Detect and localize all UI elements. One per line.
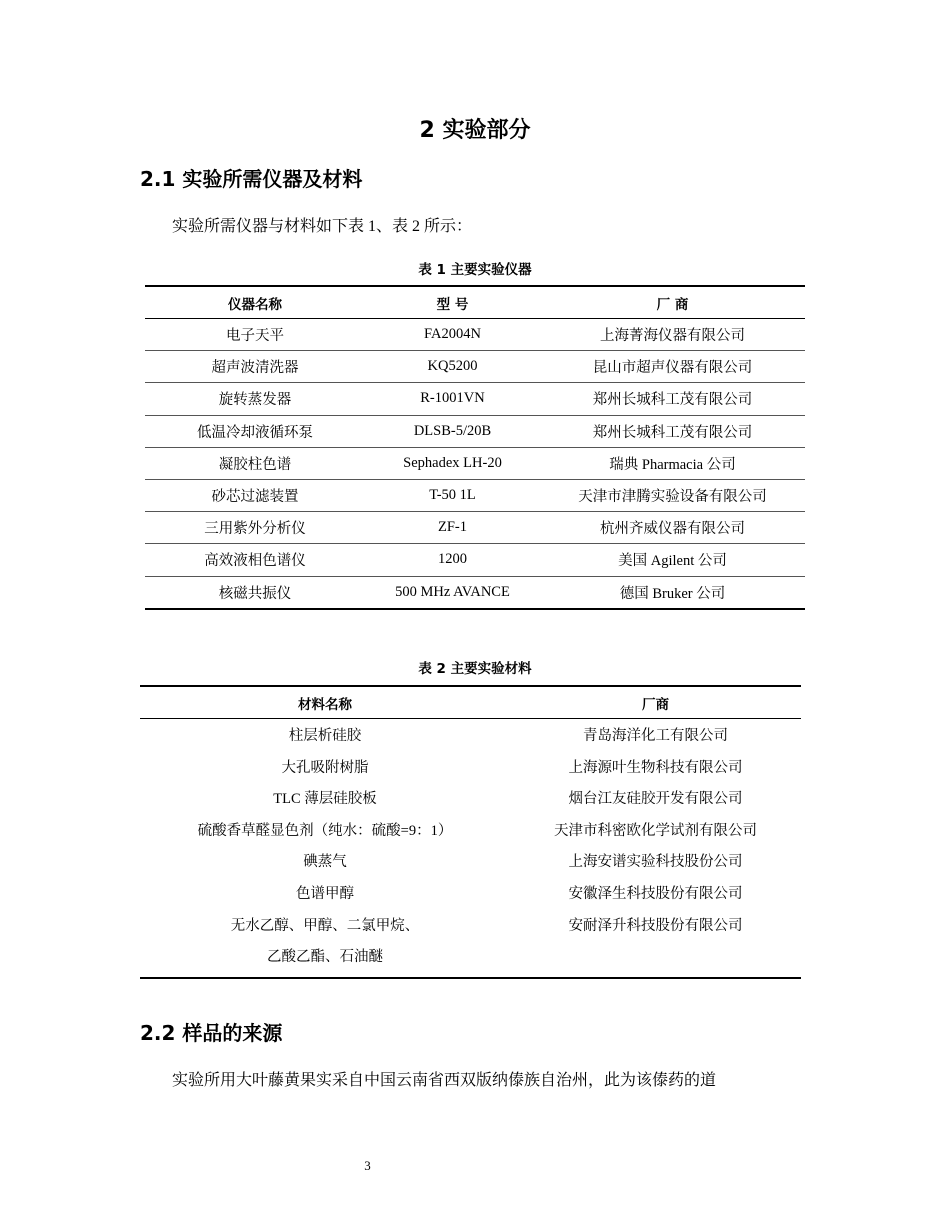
table-header-row: [140, 686, 801, 719]
table-row: [145, 576, 805, 609]
supplier-cell: 安耐泽升科技股份有限公司: [568, 918, 743, 934]
table-row: [145, 479, 805, 511]
materials-table: [140, 685, 801, 979]
model-cell: Sephadex LH-20: [365, 447, 540, 479]
manufacturer-cell: 天津市津腾实验设备有限公司: [540, 479, 805, 511]
instrument-name-cell: 凝胶柱色谱: [145, 447, 365, 479]
manufacturer-cell: 瑞典 Pharmacia 公司: [540, 447, 805, 479]
model-cell: DLSB-5/20B: [365, 415, 540, 447]
instrument-name-cell: 三用紫外分析仪: [145, 512, 365, 544]
header-model: 型 号: [365, 286, 540, 319]
table-row: [140, 877, 801, 909]
page-number: 3: [364, 1158, 371, 1173]
table-row: [145, 415, 805, 447]
supplier-cell: 上海安谱实验科技股份公司: [568, 854, 743, 871]
model-cell: 1200: [365, 544, 540, 576]
supplier-cell: 上海源叶生物科技有限公司: [568, 759, 743, 776]
model-cell: KQ5200: [365, 351, 540, 383]
instruments-table: [145, 285, 805, 610]
section-title: 2 实验部分: [419, 118, 531, 143]
header-supplier: 厂商: [510, 686, 801, 719]
instrument-name-cell: 低温冷却液循环泵: [145, 415, 365, 447]
supplier-cell: 安徽泽生科技股份有限公司: [568, 885, 743, 902]
subsection-title-2-2: 2.2 样品的来源: [140, 1021, 283, 1045]
material-name-cell: [140, 908, 510, 978]
manufacturer-cell: 杭州齐威仪器有限公司: [540, 512, 805, 544]
manufacturer-cell: 上海菁海仪器有限公司: [600, 328, 745, 345]
instrument-name-cell: 砂芯过滤装置: [145, 479, 365, 511]
material-name-cell: 碘蒸气: [303, 854, 347, 871]
table-row: [140, 908, 801, 978]
instrument-name-cell: 核磁共振仪: [145, 576, 365, 609]
model-cell: FA2004N: [424, 326, 481, 343]
model-cell: T-50 1L: [365, 479, 540, 511]
manufacturer-cell: 美国 Agilent 公司: [540, 544, 805, 576]
table-row: [140, 814, 801, 846]
instrument-name-cell: 高效液相色谱仪: [145, 544, 365, 576]
table-row: [140, 845, 801, 877]
material-name-cell: 柱层析硅胶: [288, 728, 362, 745]
material-name-cell: 大孔吸附树脂: [281, 759, 369, 776]
instrument-name-cell: 旋转蒸发器: [145, 383, 365, 415]
model-cell: ZF-1: [365, 512, 540, 544]
table2-caption: 表 2 主要实验材料: [418, 661, 532, 677]
material-name-cell: 硫酸香草醛显色剂（纯水：硫酸=9：1）: [197, 822, 453, 839]
material-name-line: 无水乙醇、甲醇、二氯甲烷、: [230, 918, 420, 934]
table-row: [140, 782, 801, 814]
material-name-cell: 色谱甲醇: [296, 885, 354, 902]
instrument-name-cell: 电子天平: [226, 328, 284, 345]
supplier-cell: 烟台江友硅胶开发有限公司: [568, 791, 743, 808]
manufacturer-cell: 郑州长城科工茂有限公司: [540, 415, 805, 447]
model-cell: 500 MHz AVANCE: [365, 576, 540, 609]
table-row: [145, 351, 805, 383]
table-row: [145, 383, 805, 415]
supplier-cell: 青岛海洋化工有限公司: [583, 728, 728, 745]
table-row: [140, 719, 801, 751]
manufacturer-cell: 德国 Bruker 公司: [540, 576, 805, 609]
table-row: [140, 751, 801, 783]
table-row: [145, 544, 805, 576]
supplier-cell: 天津市科密欧化学试剂有限公司: [554, 822, 757, 839]
table-row: [145, 447, 805, 479]
header-instrument-name: 仪器名称: [145, 286, 365, 319]
table1-caption: 表 1 主要实验仪器: [418, 262, 532, 278]
header-manufacturer: 厂 商: [540, 286, 805, 319]
instrument-name-cell: 超声波清洗器: [145, 351, 365, 383]
table-row: [145, 512, 805, 544]
table-header-row: [145, 286, 805, 319]
sample-source-paragraph: 实验所用大叶藤黄果实采自中国云南省西双版纳傣族自治州，此为该傣药的道: [172, 1072, 717, 1089]
subsection-title-2-1: 2.1 实验所需仪器及材料: [140, 167, 363, 191]
model-cell: R-1001VN: [365, 383, 540, 415]
material-name-cell: TLC 薄层硅胶板: [273, 791, 377, 808]
intro-paragraph: 实验所需仪器与材料如下表 1、表 2 所示：: [172, 218, 473, 235]
material-name-line: 乙酸乙酯、石油醚: [267, 949, 383, 965]
manufacturer-cell: 昆山市超声仪器有限公司: [540, 351, 805, 383]
header-material-name: 材料名称: [140, 686, 510, 719]
manufacturer-cell: 郑州长城科工茂有限公司: [540, 383, 805, 415]
table-row: [145, 319, 805, 351]
